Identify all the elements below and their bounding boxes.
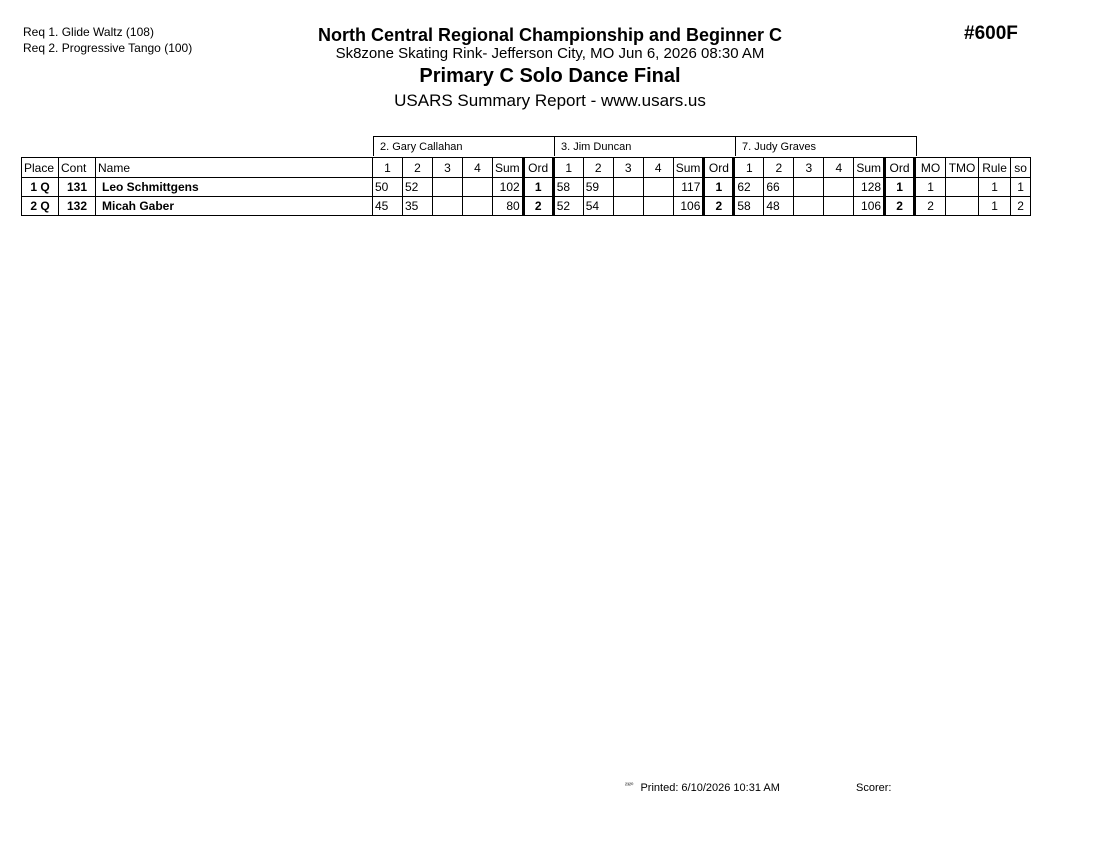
- sum-cell: 102: [493, 178, 524, 197]
- rule-cell: 1: [979, 178, 1011, 197]
- score-cell: [613, 197, 643, 216]
- cont-cell: 132: [59, 197, 96, 216]
- col-j1-1: 1: [373, 158, 403, 178]
- score-cell: 52: [553, 197, 583, 216]
- sum-cell: 80: [493, 197, 524, 216]
- score-cell: [463, 197, 493, 216]
- championship-title: North Central Regional Championship and Beginner C: [317, 25, 783, 45]
- sum-cell: 106: [673, 197, 704, 216]
- skater-name: Micah Gaber: [96, 197, 373, 216]
- col-so: so: [1011, 158, 1031, 178]
- sum-cell: 117: [673, 178, 704, 197]
- footer-printed: [625, 782, 780, 794]
- mo-cell: 2: [915, 197, 946, 216]
- score-cell: [824, 178, 854, 197]
- score-cell: [643, 178, 673, 197]
- event-title: Primary C Solo Dance Final: [419, 65, 681, 87]
- col-j1-3: 3: [433, 158, 463, 178]
- ord-cell: 2: [885, 197, 915, 216]
- sum-cell: 128: [854, 178, 885, 197]
- col-j2-ord: Ord: [704, 158, 734, 178]
- skater-name: Leo Schmittgens: [96, 178, 373, 197]
- score-cell: 59: [583, 178, 613, 197]
- requirement-2: Req 2. Progressive Tango (100): [23, 41, 193, 55]
- col-j3-3: 3: [794, 158, 824, 178]
- ord-cell: 2: [523, 197, 553, 216]
- score-cell: 62: [734, 178, 764, 197]
- rule-cell: 1: [979, 197, 1011, 216]
- score-cell: [433, 178, 463, 197]
- score-cell: 45: [373, 197, 403, 216]
- results-table: [21, 157, 1031, 216]
- report-subtitle: USARS Summary Report - www.usars.us: [394, 91, 706, 110]
- ord-cell: 1: [523, 178, 553, 197]
- mo-cell: 1: [915, 178, 946, 197]
- col-j3-1: 1: [734, 158, 764, 178]
- place-cell: 1 Q: [22, 178, 59, 197]
- score-cell: 54: [583, 197, 613, 216]
- tmo-cell: [946, 197, 979, 216]
- col-j3-sum: Sum: [854, 158, 885, 178]
- score-cell: 52: [403, 178, 433, 197]
- score-cell: [613, 178, 643, 197]
- col-j1-4: 4: [463, 158, 493, 178]
- score-cell: 50: [373, 178, 403, 197]
- score-cell: 35: [403, 197, 433, 216]
- report-code: ²³²⁰: [625, 783, 634, 789]
- table-row: [22, 178, 1031, 197]
- col-j1-ord: Ord: [523, 158, 553, 178]
- col-j2-4: 4: [643, 158, 673, 178]
- col-j1-sum: Sum: [493, 158, 524, 178]
- event-number: #600F: [964, 23, 1018, 44]
- col-cont: Cont: [59, 158, 96, 178]
- score-cell: [643, 197, 673, 216]
- col-place: Place: [22, 158, 59, 178]
- ord-cell: 1: [885, 178, 915, 197]
- score-cell: [794, 197, 824, 216]
- ord-cell: 1: [704, 178, 734, 197]
- col-j3-4: 4: [824, 158, 854, 178]
- col-j3-2: 2: [764, 158, 794, 178]
- col-j2-sum: Sum: [673, 158, 704, 178]
- judge-name: 2. Gary Callahan: [374, 137, 555, 157]
- venue-date: Sk8zone Skating Rink- Jefferson City, MO Jun 6, 2026 08:30 AM: [335, 45, 765, 62]
- col-j2-2: 2: [583, 158, 613, 178]
- col-j1-2: 2: [403, 158, 433, 178]
- score-cell: [433, 197, 463, 216]
- judge-name: 7. Judy Graves: [736, 137, 917, 157]
- column-header-row: [22, 158, 1031, 178]
- col-name: Name: [96, 158, 373, 178]
- score-cell: [824, 197, 854, 216]
- col-j2-1: 1: [553, 158, 583, 178]
- score-cell: 66: [764, 178, 794, 197]
- score-cell: [463, 178, 493, 197]
- sum-cell: 106: [854, 197, 885, 216]
- score-cell: 58: [734, 197, 764, 216]
- judges-header: [373, 136, 917, 156]
- tmo-cell: [946, 178, 979, 197]
- so-cell: 2: [1011, 197, 1031, 216]
- col-tmo: TMO: [946, 158, 979, 178]
- printed-timestamp: Printed: 6/10/2026 10:31 AM: [640, 782, 780, 794]
- col-rule: Rule: [979, 158, 1011, 178]
- cont-cell: 131: [59, 178, 96, 197]
- ord-cell: 2: [704, 197, 734, 216]
- judge-name: 3. Jim Duncan: [555, 137, 736, 157]
- so-cell: 1: [1011, 178, 1031, 197]
- table-row: [22, 197, 1031, 216]
- score-cell: 48: [764, 197, 794, 216]
- score-cell: 58: [553, 178, 583, 197]
- col-j3-ord: Ord: [885, 158, 915, 178]
- scorer-label: Scorer:: [856, 782, 892, 794]
- col-j2-3: 3: [613, 158, 643, 178]
- score-cell: [794, 178, 824, 197]
- place-cell: 2 Q: [22, 197, 59, 216]
- col-mo: MO: [915, 158, 946, 178]
- requirement-1: Req 1. Glide Waltz (108): [23, 25, 154, 39]
